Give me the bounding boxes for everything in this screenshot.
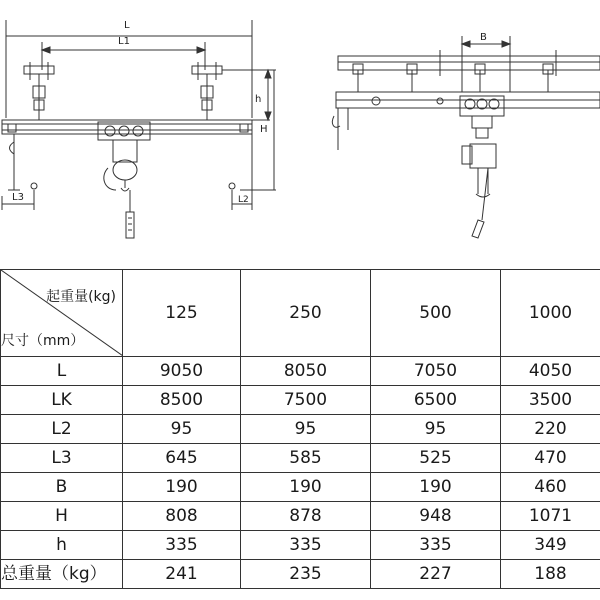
row-label: h: [1, 531, 123, 560]
label-h: h: [255, 94, 262, 105]
specification-table: [0, 269, 600, 589]
table-cell: 95: [371, 415, 501, 444]
row-label: B: [1, 473, 123, 502]
table-cell: 241: [123, 560, 241, 589]
table-cell: 470: [501, 444, 600, 473]
table-cell: 7500: [241, 386, 371, 415]
table-cell: 190: [371, 473, 501, 502]
table-cell: 460: [501, 473, 600, 502]
table-cell: 335: [123, 531, 241, 560]
row-label: 总重量（kg）: [1, 560, 123, 589]
table-row: [1, 444, 600, 473]
table-cell: 525: [371, 444, 501, 473]
table-cell: 335: [371, 531, 501, 560]
dimension-label: 尺寸（mm）: [1, 333, 85, 349]
label-B: B: [480, 32, 487, 43]
table-cell: 3500: [501, 386, 600, 415]
table-cell: 8500: [123, 386, 241, 415]
table-cell: 4050: [501, 357, 600, 386]
table-cell: 95: [241, 415, 371, 444]
capacity-125: 125: [123, 270, 241, 357]
capacity-250: 250: [241, 270, 371, 357]
table-row: [1, 502, 600, 531]
label-H: H: [260, 124, 268, 135]
table-corner-cell: [1, 270, 123, 357]
table-cell: 8050: [241, 357, 371, 386]
table-row: [1, 473, 600, 502]
table-cell: 878: [241, 502, 371, 531]
table-cell: 1071: [501, 502, 600, 531]
capacity-label: 起重量(kg): [46, 289, 116, 305]
capacity-500: 500: [371, 270, 501, 357]
table-cell: 227: [371, 560, 501, 589]
table-cell: 190: [123, 473, 241, 502]
table-cell: 948: [371, 502, 501, 531]
table-cell: 7050: [371, 357, 501, 386]
label-L3: L3: [12, 192, 24, 203]
table-row: [1, 386, 600, 415]
table-cell: 235: [241, 560, 371, 589]
table-row: [1, 560, 600, 589]
table-cell: 190: [241, 473, 371, 502]
row-label: L: [1, 357, 123, 386]
table-row: [1, 357, 600, 386]
table-cell: 188: [501, 560, 600, 589]
row-label: H: [1, 502, 123, 531]
row-label: L3: [1, 444, 123, 473]
row-label: LK: [1, 386, 123, 415]
capacity-header-row: [1, 270, 600, 357]
crane-technical-drawing: [0, 0, 600, 262]
capacity-1000: 1000: [501, 270, 600, 357]
table-cell: 9050: [123, 357, 241, 386]
side-view: [332, 36, 600, 238]
table-cell: 349: [501, 531, 600, 560]
table-cell: 95: [123, 415, 241, 444]
table-cell: 220: [501, 415, 600, 444]
table-cell: 6500: [371, 386, 501, 415]
label-L1: L1: [118, 36, 130, 47]
table-cell: 645: [123, 444, 241, 473]
table-row: [1, 531, 600, 560]
label-L: L: [124, 20, 130, 31]
table-cell: 335: [241, 531, 371, 560]
table-cell: 585: [241, 444, 371, 473]
table-row: [1, 415, 600, 444]
table-cell: 808: [123, 502, 241, 531]
label-L2: L2: [238, 195, 249, 205]
row-label: L2: [1, 415, 123, 444]
front-view: [2, 20, 276, 238]
